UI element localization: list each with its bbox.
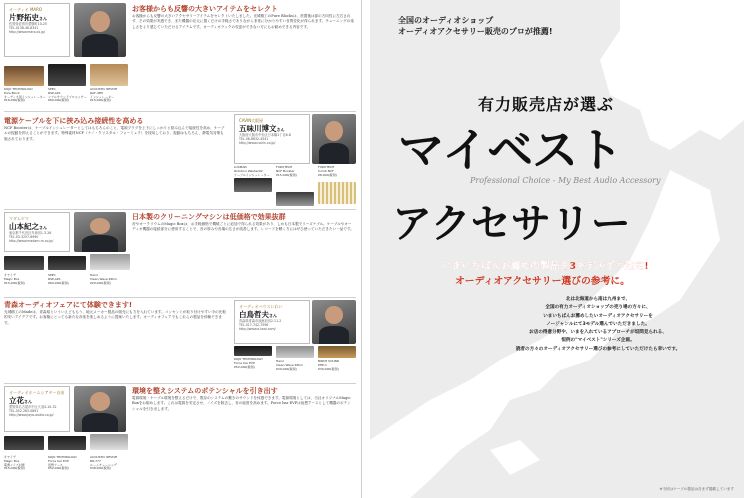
product-3 (90, 60, 128, 110)
shop-person: 立花さん (9, 396, 32, 405)
script-subtitle: Professional Choice - My Best Audio Accessory (470, 176, 661, 185)
section-body: 音やオーラリウムのMagic Boxは、お手軽価格で機械ごとに追加で得られる効果があり、しかも日本製でリーズナブル。ケーブルやオーディオ機器の接続部分に使用することで、音の厚みや音場の広さが改善します。レコードを聴く方にはぜひ使っていただきたい一品です。 (132, 222, 354, 232)
section-body: 光城精工のMadeは、青森県といういえどももう、地元メーカー製品の販売にも力を入れています。コンセントが取り付けやすい今の比較的安いアイデアです。お客様にとっても新たな音楽を楽しめるように提案いたします。オーディオフェアでもこれらの製品を体験できます。 (4, 310, 226, 325)
section-body: お客様からも反響の大きいアクセサリーアイテムをセレクトいたしました。光城精工のPure Blocksは、設置後は部の方向性に左右されず、その効果が実感でき、また機器の足元に置くだけの手軽さでありながら非常に分かりやすい音質変化が得られます。チューニングの楽しさをより感じていただけるアイテムです。オーディオラックの変更ができない方にもお勧めできる内容です。 (132, 14, 354, 29)
product-1 (234, 166, 272, 208)
title-line-2: アクセサリー (392, 200, 631, 247)
shop-tag: オーディオハウスいわい (239, 304, 283, 309)
product-label: Hanil Clean Wave RD11 ¥29,000(税別) (90, 273, 117, 285)
product-image (276, 346, 314, 358)
product-image (318, 182, 356, 204)
intro-line: 全国の有力オーディオショップの売り場の方々に、 (545, 305, 651, 311)
product-label: BIRCH SOUND PHE-1 ¥30,000(税別) (318, 359, 340, 371)
product-image (318, 346, 356, 358)
product-2 (276, 166, 314, 208)
shop-person: 片野拓史さん (9, 13, 47, 22)
product-2 (48, 434, 86, 484)
staff-photo (312, 114, 356, 164)
shop-info: 愛知県名古屋市中区大須4-10-32 TEL.052-263-0891 http://www.joyo-audio.co.jp/ (9, 405, 57, 418)
product-label: SPEC RSP-AZ1 リアルサウンドプロセッサー ¥60,000(税別) (48, 87, 87, 103)
staff-photo (312, 300, 356, 344)
intro-line: お店の得意分野や、いまを入れているアプローチが垣間見られる、 (529, 330, 667, 336)
shop-tag: オーディオホームシアター自由 (9, 390, 65, 395)
shop-card (234, 300, 310, 344)
shop-section-2 (4, 112, 356, 210)
section-headline: 環境を整えシステムのポテンシャルを引き出す (132, 387, 278, 395)
product-image (4, 436, 44, 450)
intro-line: 北は北海道から南は九州まで、 (565, 297, 631, 302)
product-image (4, 256, 44, 270)
product-label: Hanil Clean Wave RD11 ¥29,000(税別) (276, 359, 303, 371)
product-image (276, 192, 314, 206)
product-image (90, 64, 128, 86)
product-1 (4, 60, 44, 110)
product-1 (4, 254, 44, 296)
shop-card (4, 212, 70, 252)
section-body: 電源環境・ケーブル環境を整えるだけで、既存のシステムの驚きのサウンドを体感できます。電源環境としては、当社オリジナルMagic Boxをお勧めします。これは電源を安定させ、ノイズを除去し、音の純度を高めます。Force bar EVPは仮想アースとして機器のポテンシャルを引き出します。 (132, 396, 351, 411)
intro-text (464, 296, 732, 354)
product-1 (234, 346, 272, 382)
intro-line: 恒例の"マイベスト"シリーズ企画。 (561, 338, 635, 344)
shop-info: 大阪府大阪市中央区日本橋1丁目6-8 TEL.06-6632-4541 http://www.cavin.co.jp/ (239, 133, 291, 146)
product-label: ACOUSTIC REVIVE RR-777 ルームチューニング ¥38,000(税別) (90, 455, 118, 471)
product-2 (276, 346, 314, 382)
shop-card (4, 386, 70, 432)
section-headline: 電源ケーブルを下に挟み込み接続性を高める (4, 117, 144, 125)
shop-section-5 (4, 384, 356, 498)
product-image (90, 434, 128, 450)
catch-line-2: オーディオアクセサリー選びの参考に。 (455, 276, 630, 287)
shop-section-4 (4, 298, 356, 384)
product-label: SPEC RSP-AZ1 ¥60,000(税別) (48, 273, 69, 285)
product-3 (90, 434, 128, 484)
shop-person: 五味川博文さん (239, 124, 285, 133)
staff-photo (74, 3, 126, 57)
product-image (48, 64, 86, 86)
product-label: ACOUSTIC REVIVE RAF-48H インシュレーター ¥15,000(税別) (90, 87, 118, 103)
shop-person: 白鳥哲夫さん (239, 310, 277, 319)
intro-line: 読者の方々のオーディオアクセサリー選びの参考にしていただけたら幸いです。 (515, 346, 681, 352)
shop-tag: マダムヤマ (9, 216, 29, 221)
right-page (370, 0, 744, 498)
product-label: LUXMAN Rolcdion Washer02 ケーブルインシュレーター (234, 165, 270, 177)
product-label: オヤイデ Magic Box ¥15,000(税別) (4, 273, 25, 285)
product-label: KOJO TECHNOLOGY Pure Block オーディオ用インシュレーター ¥16,000(税別) (4, 87, 46, 103)
staff-photo (74, 386, 126, 432)
japan-map-silhouette (370, 0, 744, 498)
footnote: ※今回はケーブル製品は含まず掲載しています (659, 487, 734, 491)
section-headline: 青森オーディオフェアにて体験できます! (4, 301, 133, 309)
product-image (4, 66, 44, 86)
left-page (0, 0, 362, 498)
product-2 (48, 60, 86, 110)
section-headline: お客様からも反響の大きいアイテムをセレクト (132, 5, 278, 13)
product-label: FURUTECH NCF Booster ¥15,000(税別) (276, 165, 297, 177)
product-3 (90, 254, 130, 296)
product-2 (48, 254, 86, 296)
staff-photo (74, 212, 126, 252)
title-line-1: マイベスト (398, 123, 623, 177)
shop-info: 青森県青森市浪館前田2-11-2 TEL.017-742-7596 http://www.a-iwai.com/ (239, 319, 282, 332)
section-headline: 日本製のクリーニングマシンは低価格で効果抜群 (132, 213, 286, 221)
shop-section-1 (4, 0, 356, 112)
product-label: オヤイデ Magic Box 電源ノイズ対策 ¥15,000(税別) (4, 455, 25, 471)
product-image (234, 178, 272, 192)
product-1 (4, 434, 44, 484)
product-image (234, 346, 272, 356)
product-label: KOJO TECHNOLOGY Force bar EVP 仮想アース ¥52,000(税別) (48, 455, 77, 471)
product-image (90, 254, 130, 270)
shop-tag: CAVIN大阪屋 (239, 118, 264, 123)
subhead: 有力販売店が選ぶ (478, 95, 615, 114)
shop-card (4, 3, 70, 57)
product-3 (318, 346, 356, 382)
shop-person: 山本紀之さん (9, 222, 47, 231)
shop-info: 東京都千代田区外神田1-3-26 TEL.03-3257-6990 http://www.madam-m.co.jp/ (9, 231, 54, 244)
intro-line: いまいちばんお薦めしたいオーディオアクセサリーを (543, 313, 653, 319)
product-label: KOJO TECHNOLOGY Force bar EVP ¥52,000(税別) (234, 357, 263, 369)
shop-info: 佐賀県佐賀市愛敬町10-25 TEL.0138-46-8341 http://www.maro.co.jp/ (9, 22, 47, 35)
product-3 (318, 166, 356, 208)
intro-line: ノージャンルにて3モデル選んでいただきました。 (546, 321, 650, 327)
tagline: 全国のオーディオショップ オーディオアクセサリー販売のプロが推薦! (398, 16, 553, 36)
section-body: NCF Boosterは、ケーブルインシュレーターとしてはもちろんのこと、電源プラグを上下にしっかりと挟み込んで接続性を高め、ケーブルの振動を抑えることができます。特殊素材NCF（ナノ・クリスタル・フォーミュラ）を採用しており、振動はもちろん、静電気対策も施されております。 (4, 126, 225, 141)
shop-card (234, 114, 310, 164)
catch-line-1: いまいちばんお薦めの製品を3モデルずつ選定! (442, 261, 649, 272)
product-image (48, 436, 86, 450)
shop-section-3 (4, 210, 356, 298)
product-label: FURUTECH Comb NCF ¥8,000(税別) (318, 165, 337, 177)
shop-tag: オーディオ MARO (9, 7, 43, 12)
product-image (48, 256, 86, 270)
